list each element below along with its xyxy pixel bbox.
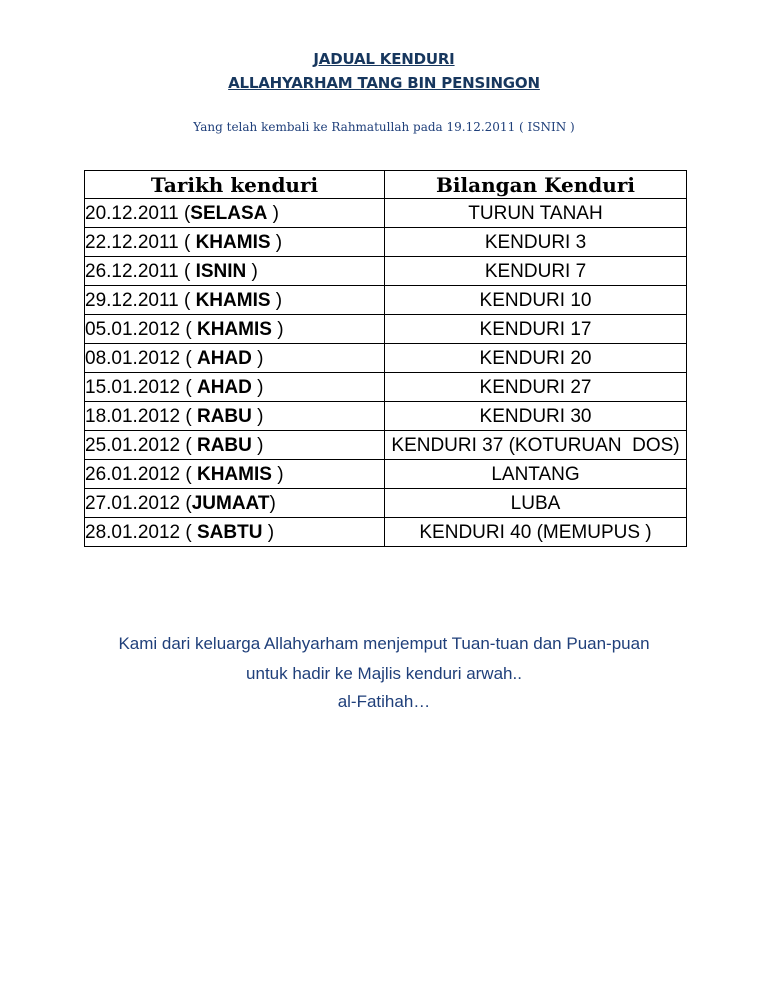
table-row — [85, 518, 687, 547]
table-body — [85, 199, 687, 547]
schedule-day: KHAMIS — [195, 289, 271, 311]
schedule-event: KENDURI 17 — [385, 315, 687, 344]
schedule-date: 18.01.2012 — [85, 405, 181, 427]
paren-close: ) — [246, 260, 258, 282]
table-row — [85, 402, 687, 431]
schedule-date-cell — [85, 257, 385, 286]
table-row — [85, 431, 687, 460]
schedule-date: 22.12.2011 — [85, 231, 179, 253]
paren-close: ) — [262, 521, 275, 543]
paren-open: ( — [178, 202, 191, 224]
schedule-day: KHAMIS — [195, 231, 271, 253]
invitation-text-cont: untuk hadir ke Majlis kenduri arwah.. — [246, 664, 522, 683]
table-row — [85, 373, 687, 402]
paren-open: ( — [178, 289, 196, 311]
schedule-date-cell — [85, 431, 385, 460]
schedule-day: RABU — [196, 405, 252, 427]
schedule-date: 28.01.2012 — [85, 521, 181, 543]
schedule-date-cell — [85, 344, 385, 373]
schedule-day: KHAMIS — [196, 318, 272, 340]
paren-close: ) — [251, 347, 264, 369]
paren-open: ( — [180, 492, 192, 514]
schedule-day: KHAMIS — [196, 463, 272, 485]
table-row — [85, 460, 687, 489]
schedule-event: KENDURI 3 — [385, 228, 687, 257]
schedule-date-cell — [85, 315, 385, 344]
kenduri-schedule-table — [84, 170, 687, 547]
invitation-text: Kami dari keluarga Allahyarham menjemput Tuan-tuan dan Puan-puan — [118, 634, 650, 653]
schedule-event: KENDURI 7 — [385, 257, 687, 286]
paren-open: ( — [180, 434, 197, 456]
schedule-day: SELASA — [190, 202, 268, 224]
schedule-day: SABTU — [196, 521, 263, 543]
column-header-event: Bilangan Kenduri — [385, 171, 687, 199]
paren-open: ( — [180, 463, 197, 485]
schedule-event: LUBA — [385, 489, 687, 518]
table-row — [85, 199, 687, 228]
paren-close: ) — [251, 376, 264, 398]
column-header-date: Tarikh kenduri — [85, 171, 385, 199]
table-row — [85, 489, 687, 518]
closing-prayer: al-Fatihah… — [337, 692, 431, 711]
paren-close: ) — [251, 434, 264, 456]
schedule-date: 05.01.2012 — [85, 318, 181, 340]
schedule-date-cell — [85, 402, 385, 431]
document-title-name: ALLAHYARHAM TANG BIN PENSINGON — [228, 74, 540, 92]
schedule-date: 26.12.2011 — [85, 260, 179, 282]
table-row — [85, 344, 687, 373]
schedule-event: KENDURI 20 — [385, 344, 687, 373]
paren-open: ( — [178, 231, 196, 253]
schedule-event: KENDURI 30 — [385, 402, 687, 431]
schedule-event: KENDURI 27 — [385, 373, 687, 402]
table-row — [85, 286, 687, 315]
schedule-day: AHAD — [196, 376, 252, 398]
schedule-event: KENDURI 37 (KOTURUAN DOS) — [385, 431, 687, 460]
document-title: JADUAL KENDURI — [313, 50, 455, 68]
schedule-date-cell — [85, 489, 385, 518]
paren-open: ( — [180, 318, 197, 340]
schedule-date-cell — [85, 460, 385, 489]
paren-close: ) — [270, 289, 283, 311]
schedule-day: AHAD — [196, 347, 252, 369]
table-row — [85, 257, 687, 286]
schedule-date: 27.01.2012 — [85, 492, 181, 514]
table-row — [85, 315, 687, 344]
schedule-day: RABU — [196, 434, 252, 456]
schedule-date: 08.01.2012 — [85, 347, 181, 369]
document-subtitle: Yang telah kembali ke Rahmatullah pada 19.12.2011 ( ISNIN ) — [193, 120, 575, 134]
paren-open: ( — [178, 260, 196, 282]
paren-close: ) — [251, 405, 264, 427]
paren-close: ) — [267, 202, 279, 224]
paren-open: ( — [180, 376, 197, 398]
paren-open: ( — [180, 521, 197, 543]
table-header-row — [85, 171, 687, 199]
schedule-date: 25.01.2012 — [85, 434, 181, 456]
paren-close: ) — [270, 231, 283, 253]
schedule-event: KENDURI 10 — [385, 286, 687, 315]
table-row — [85, 228, 687, 257]
paren-close: ) — [269, 492, 276, 514]
paren-close: ) — [271, 463, 284, 485]
schedule-date: 29.12.2011 — [85, 289, 179, 311]
schedule-date: 26.01.2012 — [85, 463, 181, 485]
schedule-date-cell — [85, 199, 385, 228]
schedule-day: JUMAAT — [191, 492, 270, 514]
paren-open: ( — [180, 347, 197, 369]
schedule-date-cell — [85, 286, 385, 315]
schedule-event: KENDURI 40 (MEMUPUS ) — [385, 518, 687, 547]
schedule-date: 15.01.2012 — [85, 376, 181, 398]
paren-open: ( — [180, 405, 197, 427]
schedule-day: ISNIN — [195, 260, 247, 282]
schedule-date-cell — [85, 228, 385, 257]
schedule-date-cell — [85, 518, 385, 547]
schedule-date: 20.12.2011 — [85, 202, 179, 224]
schedule-date-cell — [85, 373, 385, 402]
schedule-event: TURUN TANAH — [385, 199, 687, 228]
schedule-event: LANTANG — [385, 460, 687, 489]
paren-close: ) — [271, 318, 284, 340]
